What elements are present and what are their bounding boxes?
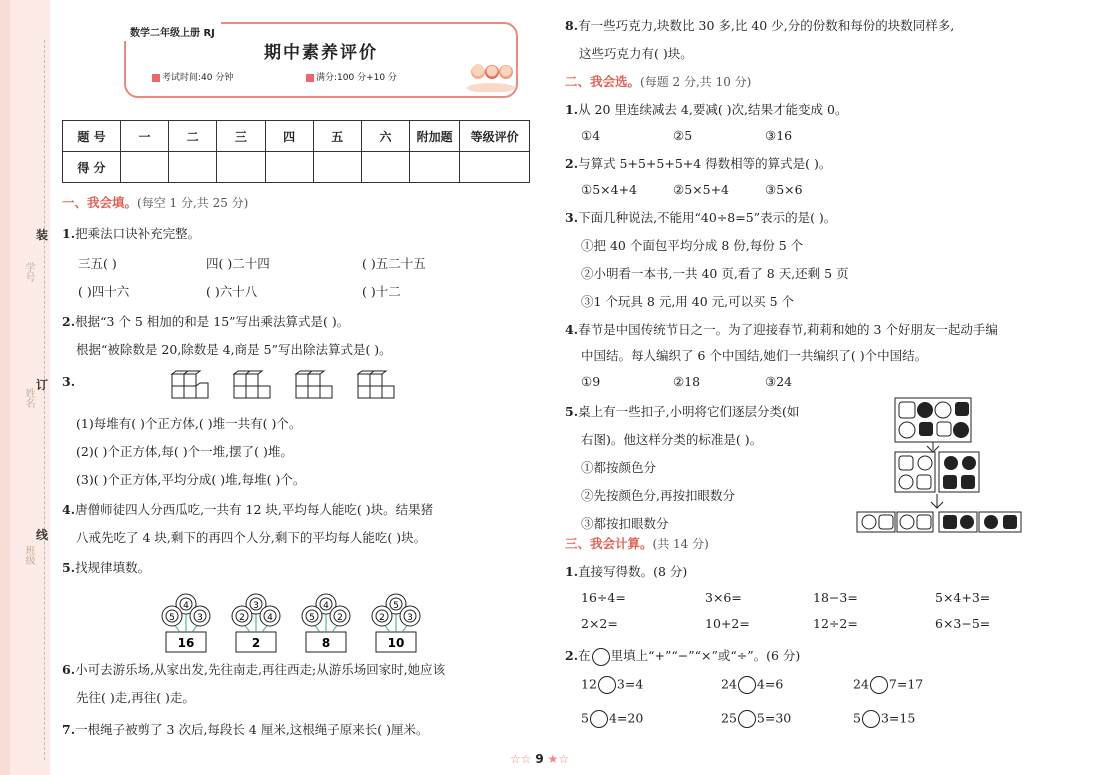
operand-result: 4=20 xyxy=(608,710,644,726)
operand-result: 3=15 xyxy=(880,710,916,726)
k1-item: 18−3= xyxy=(813,590,858,605)
q6-a-text: 小可去游乐场,从家出发,先往南走,再往西走;从游乐场回家时,她应该 xyxy=(75,662,446,677)
petal-number: 2 xyxy=(337,613,343,623)
c5-b: 右图)。他这样分类的标准是( )。 xyxy=(581,432,763,447)
q8-b: 这些巧克力有( )块。 xyxy=(579,46,693,61)
score-head-grade: 等级评价 xyxy=(460,121,530,152)
binding-char-xian: 线 xyxy=(36,528,49,542)
operand: 12 xyxy=(581,676,597,692)
k1: 1.直接写得数。(8 分) xyxy=(565,564,688,579)
k2-post: 里填上“+”“−”“×”或“÷”。(6 分) xyxy=(610,648,801,663)
cube-stack-icon xyxy=(170,370,212,400)
score-cell[interactable] xyxy=(460,152,530,183)
cube-stack-icon xyxy=(356,370,398,400)
score-cell[interactable] xyxy=(313,152,361,183)
c3-option: ③1 个玩具 8 元,用 40 元,可以买 5 个 xyxy=(581,294,795,309)
clock-icon xyxy=(152,74,160,82)
c5-option: ③都按扣眼数分 xyxy=(581,516,669,531)
q2-a-text: 根据“3 个 5 相加的和是 15”写出乘法算式是( )。 xyxy=(75,314,350,329)
binding-char-zhuang: 装 xyxy=(36,228,49,242)
section-2-note: (每题 2 分,共 10 分) xyxy=(640,75,752,89)
k1-item: 5×4+3= xyxy=(935,590,991,605)
petal-number: 3 xyxy=(197,613,203,623)
k1-item: 12÷2= xyxy=(813,616,858,631)
operator-item xyxy=(581,710,643,728)
pot-number: 10 xyxy=(387,636,405,650)
operand-result: 4=6 xyxy=(756,676,784,692)
section-2-heading xyxy=(565,72,751,90)
q2-b: 根据“被除数是 20,除数是 4,商是 5”写出除法算式是( )。 xyxy=(76,342,392,357)
q1-text: 把乘法口诀补充完整。 xyxy=(75,226,201,241)
petal-number: 4 xyxy=(183,601,189,611)
score-head-label: 题 号 xyxy=(63,121,121,152)
k2-pre: 在 xyxy=(578,648,591,663)
c1-option: ①4 xyxy=(581,128,601,143)
star-icon: ★☆ xyxy=(543,752,570,766)
operand-result: 3=4 xyxy=(616,676,644,692)
k1-item: 2×2= xyxy=(581,616,618,631)
c5-a: 5.桌上有一些扣子,小明将它们逐层分类(如 xyxy=(565,404,800,419)
flower-pot xyxy=(296,592,356,654)
exam-header xyxy=(124,22,518,98)
petal-number: 2 xyxy=(379,613,385,623)
score-cell[interactable] xyxy=(120,152,168,183)
score-cell[interactable] xyxy=(361,152,409,183)
pot-number: 2 xyxy=(251,636,261,650)
score-icon xyxy=(306,74,314,82)
cut-line xyxy=(44,40,45,760)
q3-part2: (2)( )个正方体,每( )个一堆,摆了( )堆。 xyxy=(76,444,293,459)
score-info xyxy=(306,70,397,83)
time-info xyxy=(152,70,233,83)
operator-blank-circle[interactable] xyxy=(598,676,616,694)
score-head-5: 五 xyxy=(313,121,361,152)
c4-a: 4.春节是中国传统节日之一。为了迎接春节,莉莉和她的 3 个好朋友一起动手编 xyxy=(565,322,998,337)
c2-option: ①5×4+4 xyxy=(581,182,638,197)
right-column xyxy=(565,0,1100,775)
c2-option: ③5×6 xyxy=(765,182,803,197)
score-head-2: 二 xyxy=(169,121,217,152)
pot-number: 16 xyxy=(177,636,195,650)
q1-item: 四( )二十四 xyxy=(206,256,270,271)
q6-a: 6.小可去游乐场,从家出发,先往南走,再往西走;从游乐场回家时,她应该 xyxy=(62,662,446,677)
q7: 7.一根绳子被剪了 3 次后,每段长 4 厘米,这根绳子原来长( )厘米。 xyxy=(62,722,429,737)
k1-text: 直接写得数。(8 分) xyxy=(578,564,688,579)
c5-a-text: 桌上有一些扣子,小明将它们逐层分类(如 xyxy=(578,404,800,419)
c3: 3.下面几种说法,不能用“40÷8=5”表示的是( )。 xyxy=(565,210,837,225)
score-row-label: 得 分 xyxy=(63,152,121,183)
petal-number: 5 xyxy=(393,601,399,611)
operator-item xyxy=(853,710,915,728)
petal-number: 3 xyxy=(407,613,413,623)
q1-item: ( )五二十五 xyxy=(362,256,426,271)
c5-option: ②先按颜色分,再按扣眼数分 xyxy=(581,488,735,503)
k1-item: 10+2= xyxy=(705,616,750,631)
binding-char-ding: 订 xyxy=(36,378,49,392)
section-2-title: 二、我会选。 xyxy=(565,74,641,89)
operator-blank-circle[interactable] xyxy=(590,710,608,728)
flower-pot xyxy=(366,592,426,654)
q3-part1: (1)每堆有( )个正方体,( )堆一共有( )个。 xyxy=(76,416,302,431)
student-id-label: 学号 xyxy=(23,262,34,282)
c4-option: ②18 xyxy=(673,374,701,389)
blank-circle-icon xyxy=(592,648,610,666)
section-3-heading xyxy=(565,534,709,552)
name-label: 姓名 xyxy=(23,388,34,408)
c2-text: 与算式 5+5+5+5+4 得数相等的算式是( )。 xyxy=(578,156,832,171)
q1: 1.把乘法口诀补充完整。 xyxy=(62,226,201,241)
operator-item xyxy=(581,676,643,694)
q4-a-text: 唐僧师徒四人分西瓜吃,一共有 12 块,平均每人能吃( )块。结果猪 xyxy=(75,502,434,517)
button-classification-figure xyxy=(855,396,1023,536)
q4-a: 4.唐僧师徒四人分西瓜吃,一共有 12 块,平均每人能吃( )块。结果猪 xyxy=(62,502,434,517)
section-1-heading xyxy=(62,193,248,211)
petal-number: 3 xyxy=(253,601,259,611)
q2-a: 2.根据“3 个 5 相加的和是 15”写出乘法算式是( )。 xyxy=(62,314,350,329)
q4-b: 八戒先吃了 4 块,剩下的再四个人分,剩下的平均每人能吃( )块。 xyxy=(76,530,427,545)
class-label: 班级 xyxy=(23,545,34,565)
q7-text: 一根绳子被剪了 3 次后,每段长 4 厘米,这根绳子原来长( )厘米。 xyxy=(75,722,429,737)
score-cell[interactable] xyxy=(410,152,460,183)
operand-result: 7=17 xyxy=(888,676,924,692)
q8-a: 8.有一些巧克力,块数比 30 多,比 40 少,分的份数和每份的块数同样多, xyxy=(565,18,955,33)
section-3-title: 三、我会计算。 xyxy=(565,536,653,551)
c2: 2.与算式 5+5+5+5+4 得数相等的算式是( )。 xyxy=(565,156,832,171)
q1-item: ( )六十八 xyxy=(206,284,258,299)
c1-text: 从 20 里连续减去 4,要减( )次,结果才能变成 0。 xyxy=(578,102,848,117)
q6-b: 先往( )走,再往( )走。 xyxy=(76,690,195,705)
c3-option: ②小明看一本书,一共 40 页,看了 8 天,还剩 5 页 xyxy=(581,266,849,281)
score-cell[interactable] xyxy=(265,152,313,183)
flower-pot xyxy=(226,592,286,654)
q1-item: ( )四十六 xyxy=(78,284,130,299)
q8-a-text: 有一些巧克力,块数比 30 多,比 40 少,分的份数和每份的块数同样多, xyxy=(578,18,955,33)
k1-item: 16÷4= xyxy=(581,590,626,605)
score-head-1: 一 xyxy=(120,121,168,152)
k1-item: 6×3−5= xyxy=(935,616,991,631)
left-column xyxy=(60,0,530,775)
score-head-3: 三 xyxy=(217,121,265,152)
petal-number: 5 xyxy=(169,613,175,623)
petal-number: 5 xyxy=(309,613,315,623)
c1-option: ②5 xyxy=(673,128,693,143)
q5: 5.找规律填数。 xyxy=(62,560,151,575)
c4-b: 中国结。每人编织了 6 个中国结,她们一共编织了( )个中国结。 xyxy=(581,348,928,363)
operator-blank-circle[interactable] xyxy=(738,676,756,694)
grade-label: 数学二年级上册 RJ xyxy=(124,22,221,41)
operand: 25 xyxy=(721,710,737,726)
q1-item: ( )十二 xyxy=(362,284,401,299)
c4-option: ③24 xyxy=(765,374,793,389)
operand: 24 xyxy=(853,676,869,692)
q3-part3: (3)( )个正方体,平均分成( )堆,每堆( )个。 xyxy=(76,472,306,487)
page-number: 9 xyxy=(535,752,544,766)
c3-text: 下面几种说法,不能用“40÷8=5”表示的是( )。 xyxy=(578,210,837,225)
operand: 24 xyxy=(721,676,737,692)
operator-item xyxy=(853,676,923,694)
exam-title: 期中素养评价 xyxy=(264,43,378,63)
score-table xyxy=(62,120,530,183)
star-icon: ☆☆ xyxy=(510,752,536,766)
operand: 5 xyxy=(853,710,861,726)
cube-stack-icon xyxy=(294,370,336,400)
section-1-title: 一、我会填。 xyxy=(62,195,138,210)
k1-item: 3×6= xyxy=(705,590,742,605)
petal-number: 4 xyxy=(267,613,273,623)
c3-option: ①把 40 个面包平均分成 8 份,每份 5 个 xyxy=(581,238,804,253)
pot-number: 8 xyxy=(321,636,331,650)
c4-a-text: 春节是中国传统节日之一。为了迎接春节,莉莉和她的 3 个好朋友一起动手编 xyxy=(578,322,998,337)
c2-option: ②5×5+4 xyxy=(673,182,730,197)
petal-number: 2 xyxy=(239,613,245,623)
score-head-bonus: 附加题 xyxy=(410,121,460,152)
flower-pot xyxy=(156,592,216,654)
q1-item: 三五( ) xyxy=(78,256,117,271)
operator-item xyxy=(721,676,783,694)
c5-option: ①都按颜色分 xyxy=(581,460,657,475)
operator-item xyxy=(721,710,791,728)
c4-option: ①9 xyxy=(581,374,601,389)
c1: 1.从 20 里连续减去 4,要减( )次,结果才能变成 0。 xyxy=(565,102,848,117)
score-cell[interactable] xyxy=(169,152,217,183)
operand-result: 5=30 xyxy=(756,710,792,726)
operator-blank-circle[interactable] xyxy=(870,676,888,694)
kids-illustration-icon xyxy=(466,60,516,92)
operand: 5 xyxy=(581,710,589,726)
q3: 3. xyxy=(62,374,76,389)
petal-number: 4 xyxy=(323,601,329,611)
k2: 2.在 里填上“+”“−”“×”或“÷”。(6 分) xyxy=(565,646,800,666)
section-1-note: (每空 1 分,共 25 分) xyxy=(137,196,249,210)
c1-option: ③16 xyxy=(765,128,793,143)
operator-blank-circle[interactable] xyxy=(738,710,756,728)
cube-stack-icon xyxy=(232,370,274,400)
q5-text: 找规律填数。 xyxy=(75,560,151,575)
score-head-4: 四 xyxy=(265,121,313,152)
page-footer xyxy=(510,752,569,766)
score-text: 满分:100 分+10 分 xyxy=(316,73,397,83)
score-cell[interactable] xyxy=(217,152,265,183)
section-3-note: (共 14 分) xyxy=(652,537,709,551)
score-head-6: 六 xyxy=(361,121,409,152)
time-text: 考试时间:40 分钟 xyxy=(162,73,234,83)
operator-blank-circle[interactable] xyxy=(862,710,880,728)
